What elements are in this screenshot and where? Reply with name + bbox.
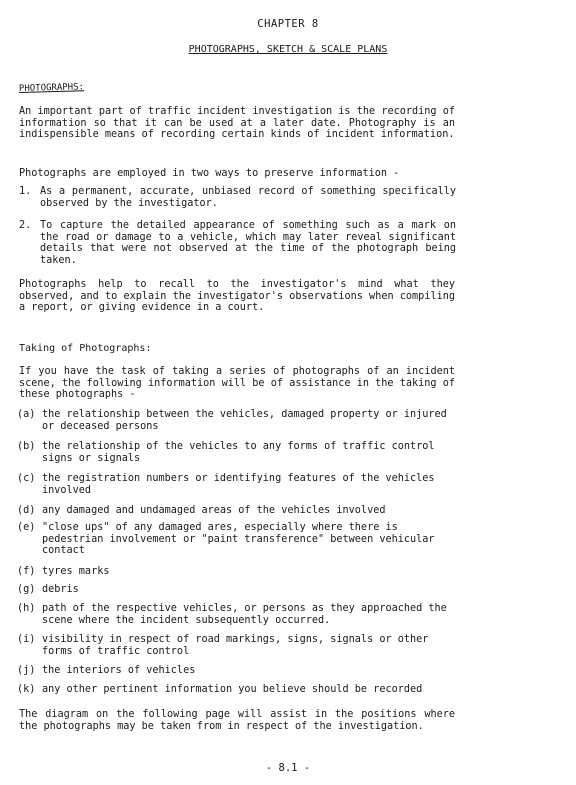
page-title: PHOTOGRAPHS, SKETCH & SCALE PLANS	[188, 44, 388, 55]
list-marker: 1.	[19, 186, 32, 197]
list-marker: (h)	[17, 603, 36, 614]
list-item-text: As a permanent, accurate, unbiased record of something specifically observed by the investigator.	[40, 186, 456, 209]
list-marker: (e)	[17, 522, 36, 533]
list-marker: (d)	[17, 505, 36, 516]
list-marker: (f)	[17, 566, 36, 577]
list-item-text: To capture the detailed appearance of something such as a mark on the road or damage to a vehicle, which may later reveal significant details that were not observed at the time of the photograph being taken.	[40, 220, 456, 266]
list-item-text: the interiors of vehicles	[42, 665, 196, 676]
list-marker: (i)	[17, 634, 36, 645]
list-marker: (a)	[17, 409, 36, 420]
photographs-heading: PHOTOGRAPHS:	[18, 82, 85, 94]
chapter-heading: CHAPTER 8	[257, 18, 319, 30]
list-item-text: the relationship of the vehicles to any forms of traffic control signs or signals	[42, 441, 435, 464]
list-item-text: the registration numbers or identifying features of the vehicles involved	[42, 473, 435, 496]
list-item-text: path of the respective vehicles, or persons as they approached the scene where the incident subsequently occurred.	[42, 603, 447, 626]
list-item-text: "close ups" of any damaged ares, especially where there is pedestrian involvement or "paint transference" between vehicular contact	[42, 522, 435, 556]
list-marker: (g)	[17, 584, 36, 595]
list-marker: (b)	[17, 441, 36, 452]
taking-intro-paragraph: If you have the task of taking a series of photographs of an incident scene, the following information will be of assistance in the taking of these photographs -	[19, 366, 455, 400]
ways-intro-paragraph: Photographs are employed in two ways to preserve information -	[19, 168, 400, 179]
list-item-text: visibility in respect of road markings, signs, signals or other forms of traffic control	[42, 634, 429, 657]
list-marker: (c)	[17, 473, 36, 484]
list-item-text: tyres marks	[42, 566, 110, 577]
list-item-text: the relationship between the vehicles, damaged property or injured or deceased persons	[42, 409, 447, 432]
list-marker: (j)	[17, 665, 36, 676]
closing-paragraph: The diagram on the following page will assist in the positions where the photographs may be taken from in respect of the investigation.	[19, 709, 455, 732]
list-item-text: any damaged and undamaged areas of the vehicles involved	[42, 505, 386, 516]
list-item-text: any other pertinent information you believe should be recorded	[42, 684, 423, 695]
recall-paragraph: Photographs help to recall to the investigator's mind what they observed, and to explain the investigator's observations when compiling a report, or giving evidence in a court.	[19, 279, 455, 313]
intro-paragraph: An important part of traffic incident investigation is the recording of information so that it can be used at a later date. Photography is an indispensible means of recording certain kinds of incident information.	[19, 106, 455, 140]
list-item-text: debris	[42, 584, 79, 595]
list-marker: 2.	[19, 220, 32, 231]
page-number: - 8.1 -	[265, 762, 311, 774]
list-marker: (k)	[17, 684, 36, 695]
taking-photographs-heading: Taking of Photographs:	[19, 343, 152, 354]
